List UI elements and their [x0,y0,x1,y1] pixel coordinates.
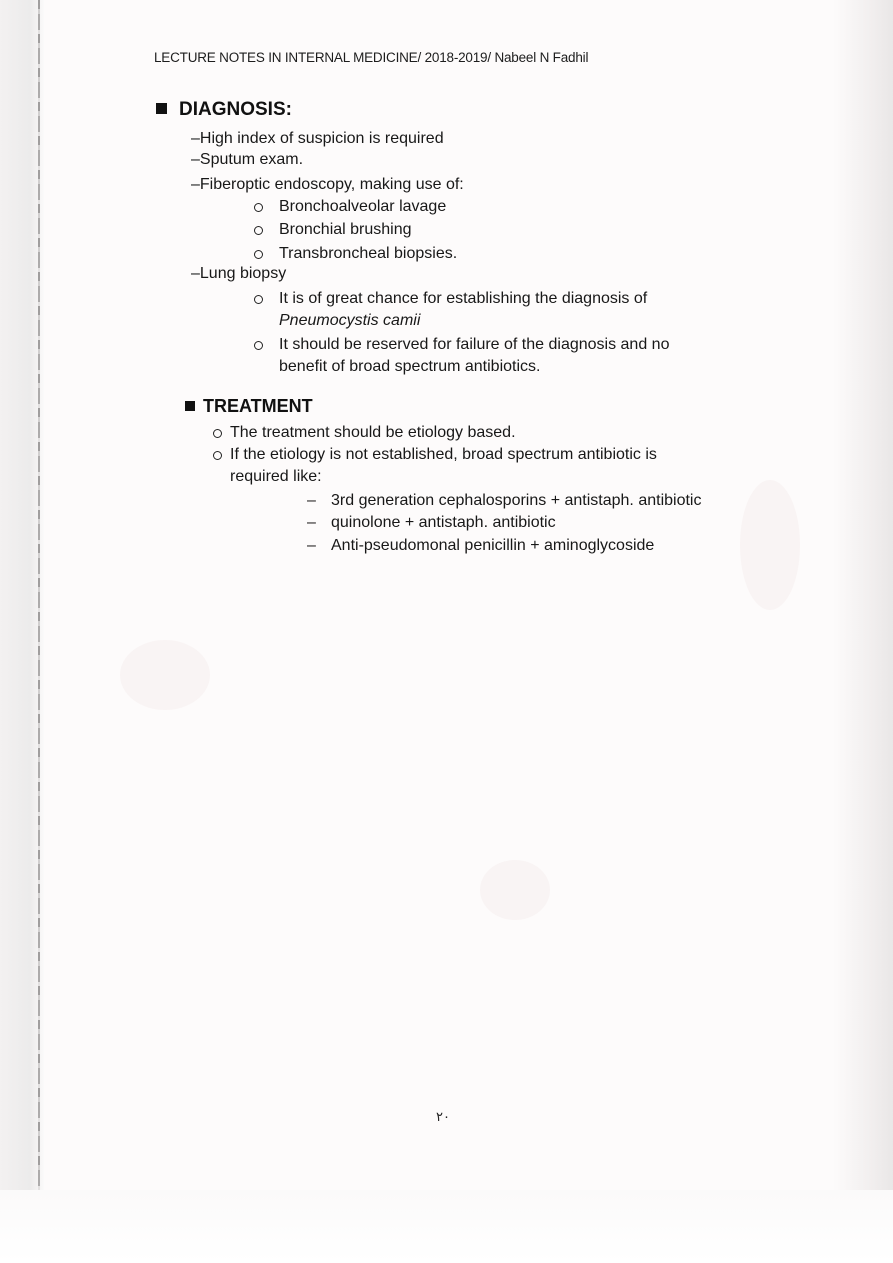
dash-bullet: – [307,514,316,531]
endoscopy-subitem: Transbroncheal biopsies. [279,245,458,262]
square-bullet-icon [156,103,167,114]
lung-biopsy-subitem-line: It is of great chance for establishing the diagnosis of [279,290,648,307]
circle-bullet-icon [213,451,222,460]
circle-bullet-icon [254,341,263,350]
page-number: ٢٠ [436,1110,450,1125]
lung-biopsy-subitem-line: benefit of broad spectrum antibiotics. [279,358,541,375]
endoscopy-subitem: Bronchoalveolar lavage [279,198,447,215]
scan-right-edge [833,0,893,1263]
antibiotic-regimen: quinolone + antistaph. antibiotic [331,514,556,531]
scan-binding-line [38,0,40,1190]
scan-smudge [740,480,800,610]
dash-bullet: – [307,492,316,509]
circle-bullet-icon [213,429,222,438]
antibiotic-regimen: 3rd generation cephalosporins + antistaph. antibiotic [331,492,702,509]
circle-bullet-icon [254,295,263,304]
dash-bullet: – [307,537,316,554]
treatment-item: The treatment should be etiology based. [230,424,516,441]
diagnosis-item: –Fiberoptic endoscopy, making use of: [191,176,464,193]
circle-bullet-icon [254,203,263,212]
scan-bottom-edge [0,1190,893,1263]
treatment-item: If the etiology is not established, broad spectrum antibiotic is [230,446,657,463]
circle-bullet-icon [254,250,263,259]
organism-name: Pneumocystis camii [279,312,421,329]
diagnosis-heading [156,99,292,121]
antibiotic-regimen: Anti-pseudomonal penicillin + aminoglycoside [331,537,655,554]
treatment-heading [185,396,313,417]
scan-smudge [120,640,210,710]
treatment-title: TREATMENT [203,396,313,416]
document-header: LECTURE NOTES IN INTERNAL MEDICINE/ 2018-2019/ Nabeel N Fadhil [154,50,589,65]
diagnosis-title: DIAGNOSIS: [179,99,292,120]
endoscopy-subitem: Bronchial brushing [279,221,412,238]
circle-bullet-icon [254,226,263,235]
lung-biopsy-subitem-line: It should be reserved for failure of the diagnosis and no [279,336,670,353]
scan-smudge [480,860,550,920]
diagnosis-item: –High index of suspicion is required [191,130,444,147]
lung-biopsy-item: –Lung biopsy [191,265,287,282]
diagnosis-item: –Sputum exam. [191,151,304,168]
treatment-item: required like: [230,468,322,485]
square-bullet-icon [185,401,195,411]
